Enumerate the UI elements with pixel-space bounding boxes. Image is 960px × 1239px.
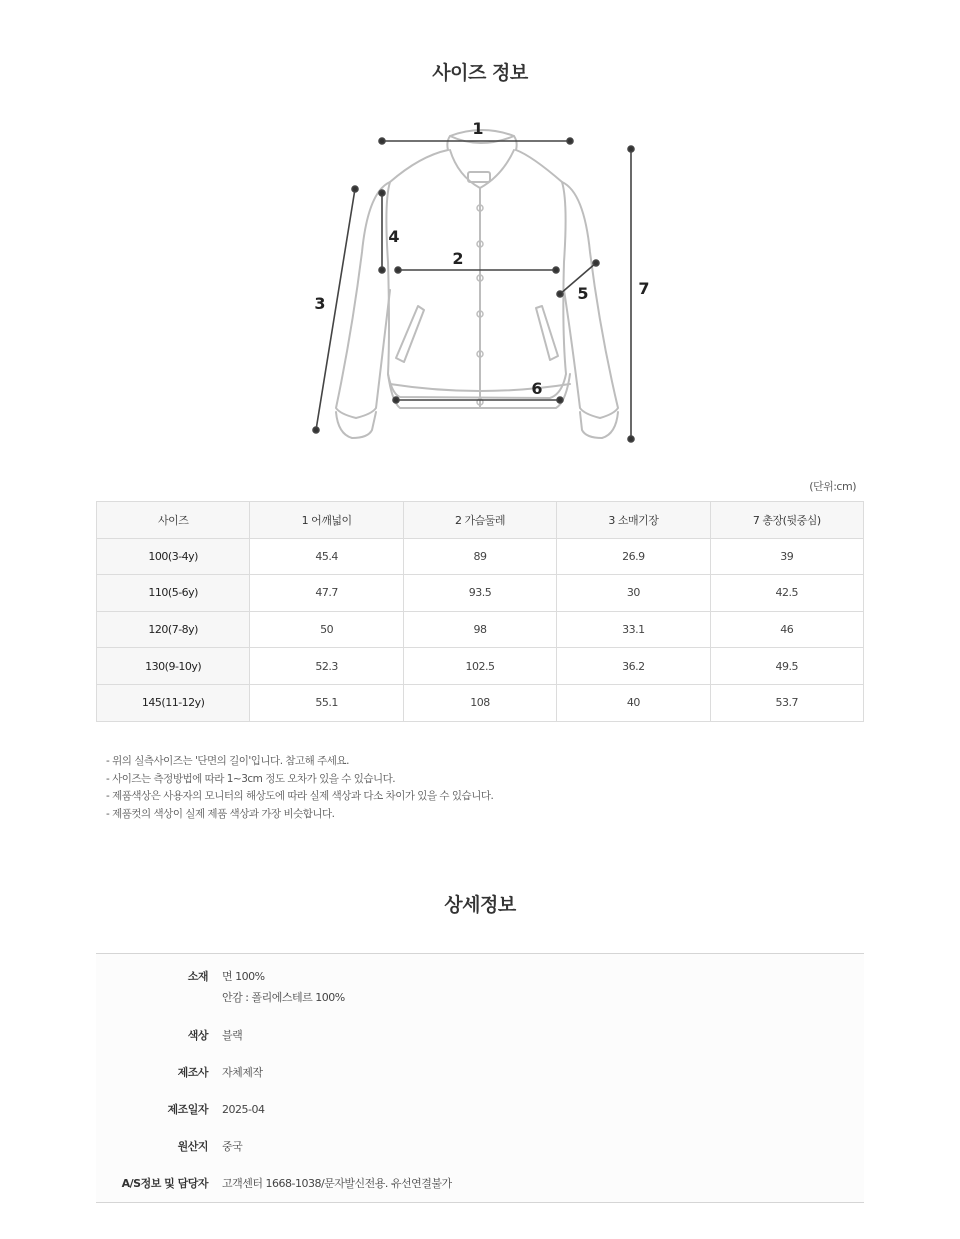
table-cell: 46 — [710, 611, 863, 648]
table-cell: 36.2 — [557, 648, 710, 685]
detail-value: 자체제작 — [222, 1066, 263, 1079]
note-item: - 제품컷의 색상이 실제 제품 색상과 가장 비슷합니다. — [106, 807, 335, 820]
detail-value: 2025-04 — [222, 1103, 265, 1116]
size-table — [96, 501, 864, 722]
detail-label: 색상 — [187, 1029, 208, 1042]
table-cell: 130(9-10y) — [97, 648, 250, 685]
detail-row-origin — [96, 1128, 864, 1165]
table-cell: 45.4 — [250, 538, 403, 575]
detail-row-manufacture-date — [96, 1091, 864, 1128]
size-notes — [106, 753, 493, 823]
table-row — [97, 611, 864, 648]
detail-label: 제조일자 — [167, 1103, 208, 1116]
table-cell: 120(7-8y) — [97, 611, 250, 648]
table-cell: 30 — [557, 575, 710, 612]
detail-row-as-info — [96, 1165, 864, 1202]
detail-value-line: 안감 : 폴리에스테르 100% — [222, 991, 345, 1004]
table-header-cell: 2 가슴둘레 — [403, 502, 556, 539]
measure-label-6: 6 — [531, 379, 543, 398]
table-header-cell: 7 총장(뒷중심) — [710, 502, 863, 539]
jacket-outline — [336, 130, 618, 438]
detail-label: A/S정보 및 담당자 — [121, 1177, 208, 1190]
measure-label-4: 4 — [388, 227, 400, 246]
measure-label-7: 7 — [638, 279, 650, 298]
table-cell: 100(3-4y) — [97, 538, 250, 575]
detail-value-line: 면 100% — [222, 970, 265, 983]
detail-info-table — [96, 953, 864, 1203]
table-cell: 40 — [557, 684, 710, 721]
table-cell: 98 — [403, 611, 556, 648]
detail-value: 고객센터 1668-1038/문자발신전용. 유선연결불가 — [222, 1177, 452, 1190]
table-header-cell: 3 소매기장 — [557, 502, 710, 539]
detail-row-color — [96, 1017, 864, 1054]
measure-label-5: 5 — [577, 284, 589, 303]
detail-value: 블랙 — [222, 1029, 243, 1042]
table-cell: 49.5 — [710, 648, 863, 685]
table-row — [97, 575, 864, 612]
table-cell: 39 — [710, 538, 863, 575]
size-info-title: 사이즈 정보 — [432, 62, 528, 84]
detail-label: 원산지 — [177, 1140, 208, 1153]
detail-value — [222, 966, 345, 1008]
measure-label-1: 1 — [472, 119, 484, 138]
table-cell: 47.7 — [250, 575, 403, 612]
table-cell: 52.3 — [250, 648, 403, 685]
detail-row-manufacturer — [96, 1054, 864, 1091]
table-cell: 55.1 — [250, 684, 403, 721]
table-cell: 89 — [403, 538, 556, 575]
table-header-cell: 사이즈 — [97, 502, 250, 539]
table-cell: 33.1 — [557, 611, 710, 648]
measure-label-3: 3 — [314, 294, 326, 313]
detail-row-material — [96, 954, 864, 1017]
table-header-cell: 1 어깨넓이 — [250, 502, 403, 539]
detail-value: 중국 — [222, 1140, 243, 1153]
detail-label: 소재 — [187, 970, 208, 983]
table-header-row — [97, 502, 864, 539]
table-cell: 110(5-6y) — [97, 575, 250, 612]
table-row — [97, 684, 864, 721]
detail-label: 제조사 — [177, 1066, 208, 1079]
table-row — [97, 648, 864, 685]
table-row — [97, 538, 864, 575]
table-cell: 108 — [403, 684, 556, 721]
detail-info-title: 상세정보 — [444, 894, 516, 916]
note-item: - 위의 실측사이즈는 '단면의 길이'입니다. 참고해 주세요. — [106, 755, 349, 767]
note-item: - 제품색상은 사용자의 모니터의 해상도에 따라 실제 색상과 다소 차이가 있을 수 있습니다. — [106, 790, 494, 802]
jacket-measurement-diagram — [300, 112, 660, 452]
table-cell: 42.5 — [710, 575, 863, 612]
table-cell: 145(11-12y) — [97, 684, 250, 721]
table-cell: 26.9 — [557, 538, 710, 575]
unit-note: (단위:cm) — [809, 480, 856, 493]
table-cell: 102.5 — [403, 648, 556, 685]
measure-label-2: 2 — [452, 249, 464, 268]
table-cell: 53.7 — [710, 684, 863, 721]
note-item: - 사이즈는 측정방법에 따라 1~3cm 정도 오차가 있을 수 있습니다. — [106, 772, 396, 785]
table-cell: 93.5 — [403, 575, 556, 612]
table-cell: 50 — [250, 611, 403, 648]
